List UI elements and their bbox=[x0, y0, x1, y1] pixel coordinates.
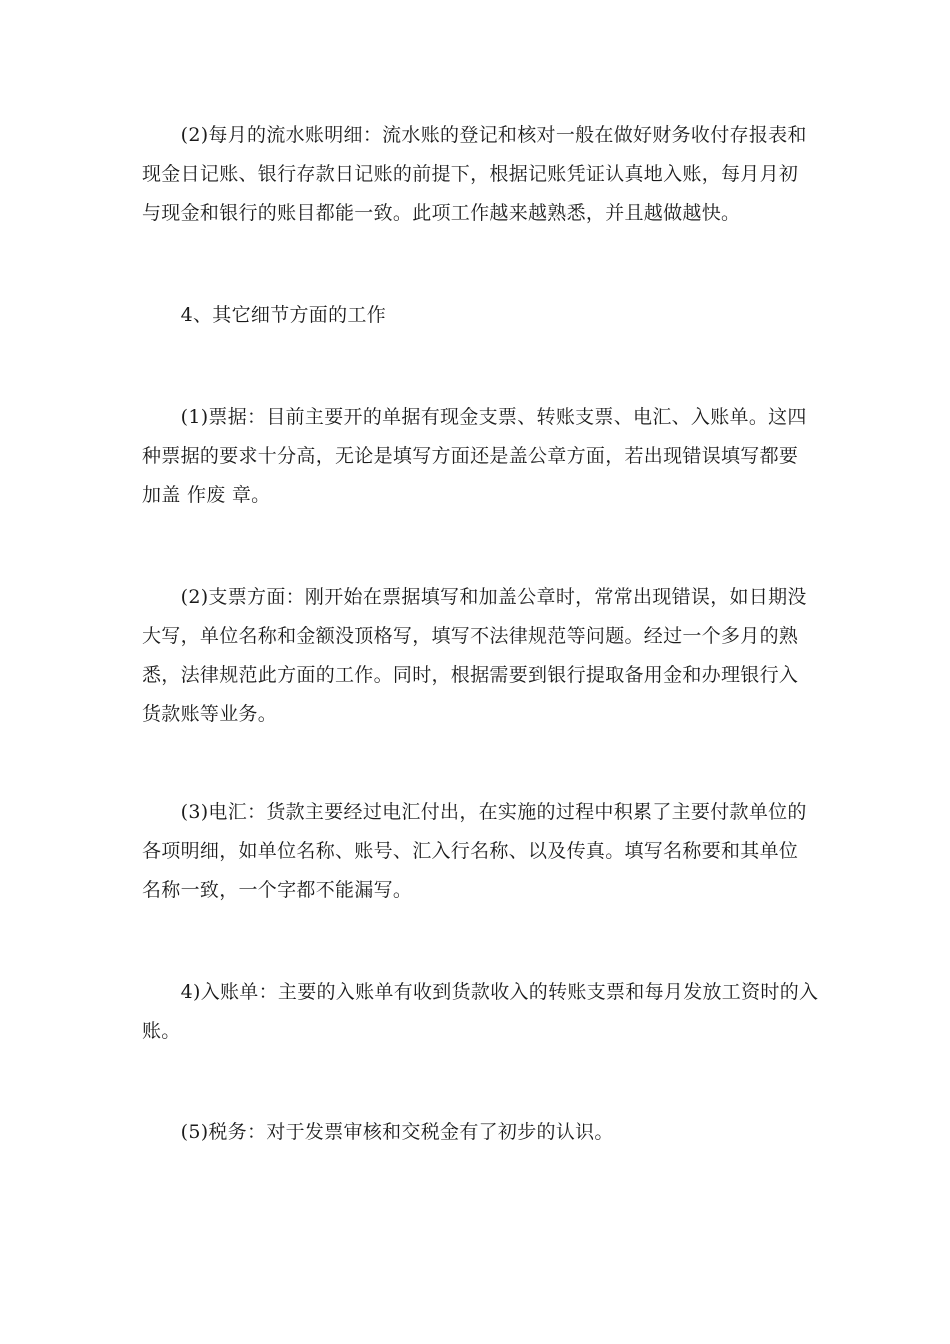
section-heading bbox=[142, 296, 810, 335]
text-line: 账。 bbox=[142, 1020, 181, 1042]
paragraph-bills bbox=[142, 398, 810, 515]
text-line: (3)电汇：货款主要经过电汇付出，在实施的过程中积累了主要付款单位的 bbox=[142, 801, 807, 823]
text-line: (1)票据：目前主要开的单据有现金支票、转账支票、电汇、入账单。这四 bbox=[142, 406, 807, 428]
text-line: 大写，单位名称和金额没顶格写，填写不法律规范等问题。经过一个多月的熟 bbox=[142, 625, 799, 647]
text-line: 名称一致，一个字都不能漏写。 bbox=[142, 879, 413, 901]
paragraph-deposit-slip bbox=[142, 973, 819, 1051]
heading-text: 4、其它细节方面的工作 bbox=[142, 304, 386, 326]
text-line: (5)税务：对于发票审核和交税金有了初步的认识。 bbox=[142, 1121, 614, 1143]
text-line: 各项明细，如单位名称、账号、汇入行名称、以及传真。填写名称要和其单位 bbox=[142, 840, 799, 862]
paragraph-wire-transfer bbox=[142, 793, 810, 910]
paragraph-tax bbox=[142, 1113, 810, 1152]
text-line: 与现金和银行的账目都能一致。此项工作越来越熟悉，并且越做越快。 bbox=[142, 202, 741, 224]
paragraph-monthly-journal bbox=[142, 116, 810, 233]
text-line: (2)支票方面：刚开始在票据填写和加盖公章时，常常出现错误，如日期没 bbox=[142, 586, 807, 608]
text-line: 加盖 作废 章。 bbox=[142, 484, 271, 506]
text-line: 种票据的要求十分高，无论是填写方面还是盖公章方面，若出现错误填写都要 bbox=[142, 445, 799, 467]
text-line: 货款账等业务。 bbox=[142, 703, 278, 725]
paragraph-cheques bbox=[142, 578, 810, 734]
text-line: 4)入账单：主要的入账单有收到货款收入的转账支票和每月发放工资时的入 bbox=[142, 981, 819, 1003]
text-line: 现金日记账、银行存款日记账的前提下，根据记账凭证认真地入账，每月月初 bbox=[142, 163, 799, 185]
text-line: (2)每月的流水账明细：流水账的登记和核对一般在做好财务收付存报表和 bbox=[142, 124, 807, 146]
text-line: 悉，法律规范此方面的工作。同时，根据需要到银行提取备用金和办理银行入 bbox=[142, 664, 799, 686]
